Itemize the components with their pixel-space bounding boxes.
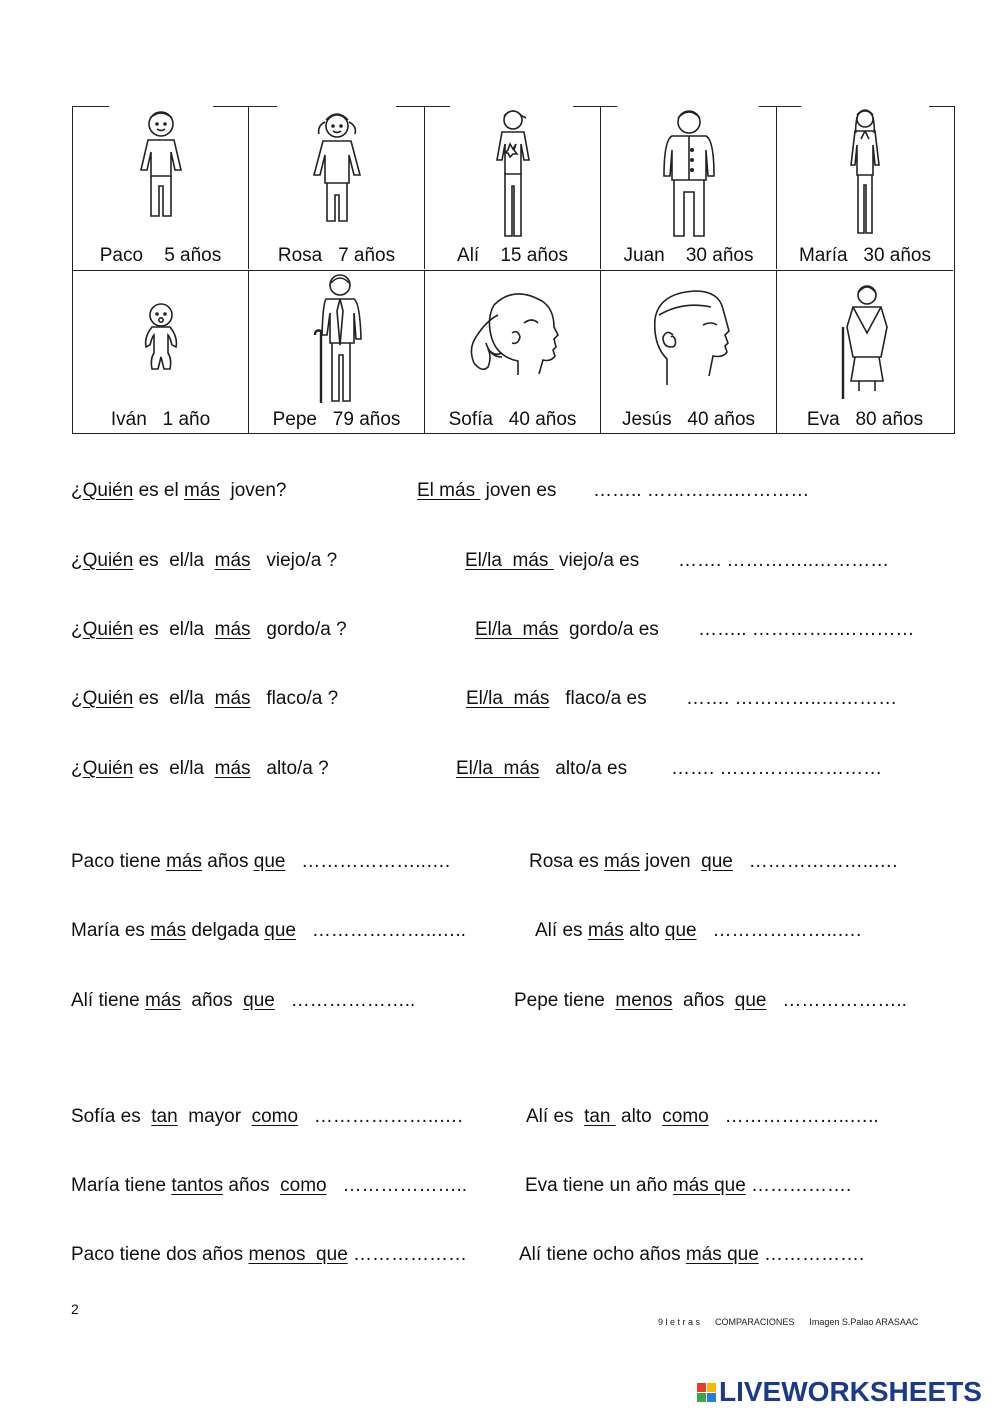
- answer-5: El/la más alto/a es: [456, 758, 628, 779]
- comparison-line: Alí tiene más años que ………………..: [71, 990, 416, 1011]
- answer-blank-4[interactable]: ……. …………..…………: [686, 688, 898, 709]
- person-cell-rosa: [249, 106, 425, 269]
- person-cell-paco: [73, 106, 249, 269]
- person-caption: Pepe 79 años: [272, 409, 401, 430]
- old-woman-cane-icon: [835, 283, 895, 401]
- person-caption: Jesús 40 años: [621, 409, 756, 430]
- person-cell-eva: [777, 270, 953, 433]
- page-number: 2: [71, 1301, 79, 1317]
- answer-4: El/la más flaco/a es: [466, 688, 647, 709]
- girl-icon: [302, 108, 372, 226]
- person-cell-ali: [425, 106, 601, 269]
- comparison-line: Alí es más alto que ………………..….: [535, 920, 862, 941]
- person-caption: María 30 años: [798, 245, 932, 266]
- answer-blank-3[interactable]: …….. …………..…………: [698, 619, 915, 640]
- person-cell-jesus: [601, 270, 777, 433]
- answer-blank-1[interactable]: …….. …………..…………: [593, 480, 810, 501]
- people-grid: [72, 106, 955, 434]
- person-cell-maria: [777, 106, 953, 269]
- equality-line: Eva tiene un año más que …………….: [525, 1175, 852, 1196]
- question-5: ¿Quién es el/la más alto/a ?: [71, 758, 329, 779]
- question-2: ¿Quién es el/la más viejo/a ?: [71, 550, 338, 571]
- person-caption: Rosa 7 años: [277, 245, 396, 266]
- question-3: ¿Quién es el/la más gordo/a ?: [71, 619, 347, 640]
- person-cell-sofia: [425, 270, 601, 433]
- person-cell-juan: [601, 106, 777, 269]
- question-4: ¿Quién es el/la más flaco/a ?: [71, 688, 339, 709]
- equality-line: Alí es tan alto como ………………..…..: [526, 1106, 879, 1127]
- old-man-cane-icon: [302, 271, 372, 407]
- person-caption: Iván 1 año: [110, 409, 211, 430]
- man-profile-icon: [639, 285, 739, 395]
- answer-1: El más joven es: [417, 480, 557, 501]
- woman-profile-icon: [458, 285, 568, 401]
- person-caption: Paco 5 años: [99, 245, 222, 266]
- person-caption: Alí 15 años: [457, 245, 568, 266]
- boy-icon: [131, 108, 191, 220]
- person-caption: Sofía 40 años: [448, 409, 577, 430]
- person-caption: Juan 30 años: [623, 245, 754, 266]
- person-caption: Eva 80 años: [806, 409, 924, 430]
- credit-line: 9 l e t r a s COMPARACIONES Imagen S.Palao ARASAAC: [658, 1317, 919, 1327]
- comparison-line: Rosa es más joven que ………………..….: [529, 851, 898, 872]
- baby-icon: [138, 301, 184, 373]
- equality-line: Sofía es tan mayor como ………………..….: [71, 1106, 463, 1127]
- teen-boy-icon: [488, 106, 538, 240]
- answer-3: El/la más gordo/a es: [475, 619, 659, 640]
- comparison-line: María es más delgada que ………………..…..: [71, 920, 466, 941]
- answer-blank-5[interactable]: ……. …………..…………: [671, 758, 883, 779]
- equality-line: María tiene tantos años como ………………..: [71, 1175, 468, 1196]
- stout-man-icon: [654, 106, 724, 240]
- question-1: ¿Quién es el más joven?: [71, 480, 287, 501]
- person-cell-pepe: [249, 270, 425, 433]
- logo-mark-icon: [697, 1383, 716, 1402]
- equality-line: Paco tiene dos años menos que ………………: [71, 1244, 468, 1265]
- brand-name: LIVEWORKSHEETS: [719, 1376, 982, 1407]
- slim-woman-icon: [843, 107, 887, 237]
- liveworksheets-logo[interactable]: [697, 1377, 982, 1407]
- comparison-line: Pepe tiene menos años que ………………..: [514, 990, 907, 1011]
- comparison-line: Paco tiene más años que ………………..….: [71, 851, 451, 872]
- person-cell-ivan: [73, 270, 249, 433]
- answer-blank-2[interactable]: ……. …………..…………: [678, 550, 890, 571]
- equality-line: Alí tiene ocho años más que …………….: [519, 1244, 865, 1265]
- answer-2: El/la más viejo/a es: [465, 550, 640, 571]
